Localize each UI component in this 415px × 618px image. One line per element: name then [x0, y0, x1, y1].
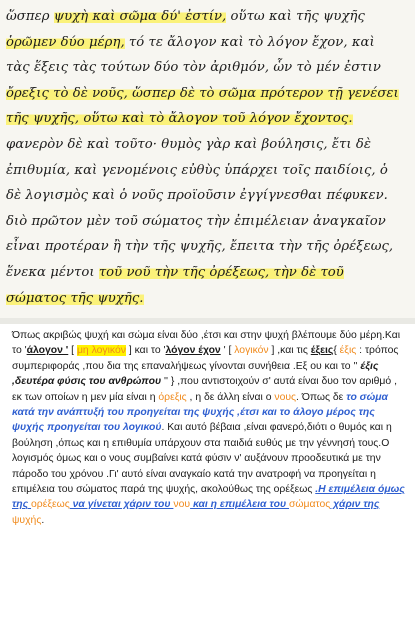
highlighted-greek-text: ὄρεξις τὸ δὲ νοῦς, ὥσπερ δὲ τὸ σῶμα πρότερον τῇ γενέσει: [6, 85, 399, 101]
greek-line: [6, 288, 411, 310]
emphasized-text: νους: [274, 391, 297, 403]
highlighted-greek-text: ὁρῶμεν δύο μέρη,: [6, 34, 125, 50]
translation-text: {: [333, 345, 340, 357]
highlighted-greek-text: σώματος τῆς ψυχῆς.: [6, 290, 144, 306]
greek-text: τό τε ἄλογον καὶ τὸ λόγον ἔχον, καὶ: [124, 34, 375, 50]
emphasized-text: νου: [173, 499, 191, 511]
emphasized-text: λογικόν: [234, 345, 269, 357]
greek-text: ἐπιθυμία, καὶ γενομένοις εὐθὺς ὑπάρχει τοῖς παιδίοις, ὁ: [6, 162, 388, 178]
greek-text: τὰς ἕξεις τὰς τούτων δύο τὸν ἀριθμόν, ὧν τὸ μέν ἐστιν: [6, 60, 381, 76]
emphasized-text: όρεξις: [158, 391, 187, 403]
greek-line: [6, 32, 411, 54]
emphasized-text: σώματος: [289, 499, 331, 511]
translation-panel: [0, 324, 415, 618]
translation-text: .: [41, 514, 45, 526]
translation-text: [: [68, 345, 77, 357]
greek-line: [6, 211, 411, 233]
translation-text: : τρόπος συμπεριφοράς ,που δια της επαναλήψεως γίνονται συνήθεια .Εξ ου και το '': [12, 345, 399, 372]
translation-text: '' } ,που αντιστοιχούν σ' αυτά είναι δυο τον αριθμό , εκ των οποίων η μεν μία είναι η: [12, 376, 397, 403]
emphasized-text: να γίνεται χάριν του: [69, 499, 174, 511]
highlighted-greek-text: τοῦ νοῦ τὴν τῆς ὀρέξεως, τὴν δὲ τοῦ: [98, 265, 344, 280]
translation-text: ' [: [220, 345, 235, 357]
emphasized-text: λόγον έχον: [165, 345, 221, 357]
greek-text: οὕτω καὶ τῆς ψυχῆς: [226, 9, 365, 24]
translation-text: . Και αυτό βέβαια ,είναι φανερό,διότι ο θυμός και η βούληση ,όπως και η επιθυμία υπάρχουν στα παιδιά ευθύς με την γέννησή τους.Ο λογισμός όμως και ο νους συμβαίνει κατά φύσιν ν' αυξάνουν προοδευτικά με την πάροδο του χρόνου .Γι' αυτό είναι αναγκαίο κατά την ανατροφή να προηγείται η επιμέλεια του σώματος παρά της ψυχής, ακολούθως της ορέξεως: [12, 422, 392, 496]
translation-text: ] και το ': [125, 345, 166, 357]
emphasized-text: το σώμα κατά την ανάπτυξή του προηγείται της ψυχής ,έτσι και το άλογο μέρος της ψυχής προηγείται του λογικού: [12, 391, 388, 434]
greek-text: διὸ πρῶτον μὲν τοῦ σώματος τὴν ἐπιμέλειαν ἀναγκαῖον: [6, 213, 386, 229]
emphasized-text: μη λογικόν: [76, 345, 126, 357]
emphasized-text: .Η επιμέλεια όμως της: [12, 484, 405, 511]
highlighted-greek-text: τῆς ψυχῆς, οὕτω καὶ τὸ ἄλογον τοῦ λόγον ἔχοντος.: [6, 111, 353, 127]
emphasized-text: και η επιμέλεια του: [190, 499, 289, 511]
emphasized-text: έξις: [339, 345, 357, 357]
emphasized-text: έξεις: [310, 345, 334, 357]
greek-text: ἕνεκα μέντοι: [6, 265, 99, 280]
translation-text: Όπως ακριβώς ψυχή και σώμα είναι δύο ,έτσι και στην ψυχή βλέπουμε δύο μέρη.Και το ': [12, 330, 401, 357]
emphasized-text: άλογον ': [26, 345, 69, 357]
greek-line: [6, 6, 411, 28]
translation-text: ] ,και τις: [268, 345, 311, 357]
emphasized-text: ορέξεως: [31, 499, 70, 511]
greek-line: [6, 57, 411, 79]
greek-line: [6, 134, 411, 156]
translation-text: , η δε άλλη είναι ο: [186, 391, 275, 403]
greek-line: [6, 108, 411, 130]
translation-text: . Όπως δε: [296, 391, 347, 403]
greek-text: ὥσπερ: [6, 9, 54, 24]
translation-paragraph: [12, 328, 408, 528]
greek-text: δὲ λογισμὸς καὶ ὁ νοῦς προϊοῦσιν ἐγγίγνεσθαι πέφυκεν.: [6, 188, 388, 204]
highlighted-greek-text: ψυχὴ καὶ σῶμα δύ' ἐστίν,: [53, 9, 227, 24]
greek-line: [6, 160, 411, 182]
emphasized-text: χάριν της: [330, 499, 380, 511]
greek-line: [6, 83, 411, 105]
greek-line: [6, 236, 411, 258]
greek-text: φανερὸν δὲ καὶ τοῦτο· θυμὸς γὰρ καὶ βούλησις, ἔτι δὲ: [6, 137, 371, 152]
emphasized-text: έξις ,δευτέρα φύσις του ανθρώπου: [12, 360, 379, 388]
greek-line: [6, 262, 411, 284]
greek-line: [6, 185, 411, 207]
emphasized-text: ψυχής: [12, 514, 42, 526]
greek-text: εἶναι προτέραν ἢ τὴν τῆς ψυχῆς, ἔπειτα τὴν τῆς ὀρέξεως,: [6, 239, 394, 255]
